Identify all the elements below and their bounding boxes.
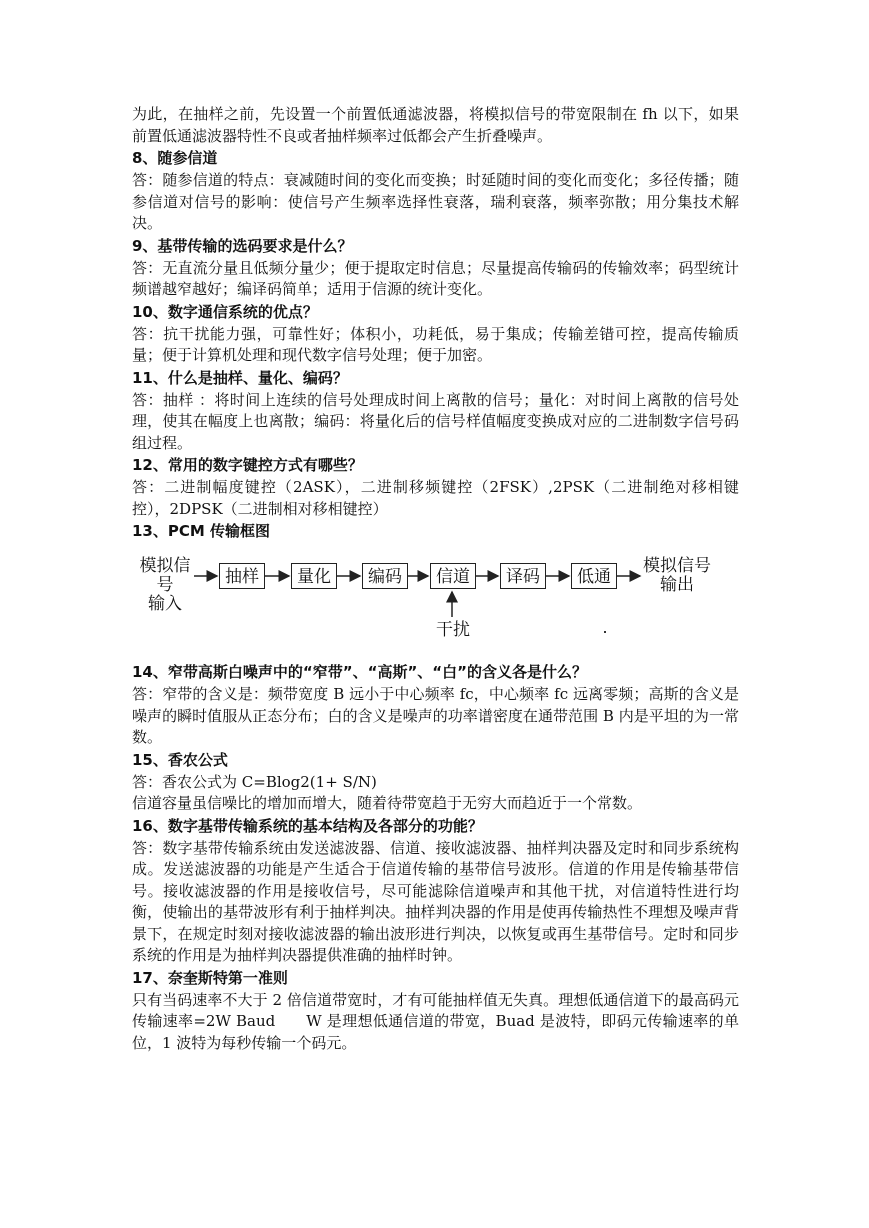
answer-14: 答：窄带的含义是：频带宽度 B 远小于中心频率 fc，中心频率 fc 远离零频；高斯的含义是噪声的瞬时值服从正态分布；白的含义是噪声的功率谱密度在通带范围 B 内是平坦的为一常数。	[132, 685, 739, 746]
answer-12: 答：二进制幅度键控（2ASK），二进制移频键控（2FSK）,2PSK（二进制绝对移相键控），2DPSK（二进制相对移相键控）	[132, 478, 739, 518]
block-encoding: 编码	[362, 563, 408, 589]
input-label: 模拟信号 输入	[139, 556, 191, 614]
heading-8: 8、随参信道	[132, 149, 218, 167]
document-page	[132, 104, 739, 1054]
heading-16: 16、数字基带传输系统的基本结构及各部分的功能？	[132, 816, 483, 835]
block-decoding: 译码	[500, 563, 546, 589]
answer-10: 答：抗干扰能力强，可靠性好；体积小，功耗低，易于集成；传输差错可控，提高传输质量；便于计算机处理和现代数字信号处理；便于加密。	[132, 324, 739, 364]
answer-17: 只有当码速率不大于 2 倍信道带宽时，才有可能抽样值无失真。理想低通信道下的最高码元传输速率=2W Baud W 是理想低通信道的带宽，Buad 是波特，即码元传输速率的单位，1 波特为每秒传输一个码元。	[132, 990, 739, 1052]
intro-paragraph: 为此，在抽样之前，先设置一个前置低通滤波器，将模拟信号的带宽限制在 fh 以下，如果前置低通滤波器特性不良或者抽样频率过低都会产生折叠噪声。	[132, 105, 739, 145]
heading-14: 14、窄带高斯白噪声中的“窄带”、“高斯”、“白”的含义各是什么？	[132, 663, 588, 681]
heading-15: 15、香农公式	[132, 750, 228, 769]
block-lowpass: 低通	[571, 563, 617, 589]
answer-15: 答：香农公式为 C=Blog2(1+ S/N)	[132, 772, 377, 791]
block-channel: 信道	[430, 563, 476, 589]
heading-10: 10、数字通信系统的优点？	[132, 302, 318, 321]
answer-15-extra: 信道容量虽信噪比的增加而增大，随着待带宽趋于无穷大而趋近于一个常数。	[132, 794, 643, 812]
stray-dot	[604, 631, 606, 633]
answer-8: 答：随参信道的特点：衰减随时间的变化而变换；时延随时间的变化而变化；多径传播；随参信道对信号的影响：使信号产生频率选择性衰落，瑞利衰落，频率弥散；用分集技术解决。	[132, 171, 739, 232]
heading-11: 11、什么是抽样、量化、编码？	[132, 368, 348, 387]
output-label: 模拟信号 输出	[643, 556, 711, 595]
heading-12: 12、常用的数字键控方式有哪些？	[132, 456, 363, 474]
heading-17: 17、奈奎斯特第一准则	[132, 968, 288, 987]
heading-9: 9、基带传输的选码要求是什么？	[132, 236, 353, 255]
heading-13: 13、PCM 传输框图	[132, 522, 271, 540]
pcm-block-diagram	[132, 549, 739, 649]
block-quantization: 量化	[291, 563, 337, 589]
answer-9: 答：无直流分量且低频分量少；便于提取定时信息；尽量提高传输码的传输效率；码型统计频谱越窄越好；编译码简单；适用于信源的统计变化。	[132, 258, 739, 298]
interference-label: 干扰	[436, 620, 470, 640]
answer-16: 答：数字基带传输系统由发送滤波器、信道、接收滤波器、抽样判决器及定时和同步系统构成。发送滤波器的功能是产生适合于信道传输的基带信号波形。信道的作用是传输基带信号。接收滤波器的作用是接收信号，尽可能滤除信道噪声和其他干扰，对信道特性进行均衡，使输出的基带波形有利于抽样判决。抽样判决器的作用是使再传输热性不理想及噪声背景下，在规定时刻对接收滤波器的输出波形进行判决，以恢复或再生基带信号。定时和同步系统的作用是为抽样判决器提供准确的抽样时钟。	[132, 838, 739, 964]
block-sampling: 抽样	[219, 563, 265, 589]
answer-11: 答：抽样 ：将时间上连续的信号处理成时间上离散的信号；量化：对时间上离散的信号处理，使其在幅度上也离散；编码：将量化后的信号样值幅度变换成对应的二进制数字信号码组过程。	[132, 390, 739, 452]
